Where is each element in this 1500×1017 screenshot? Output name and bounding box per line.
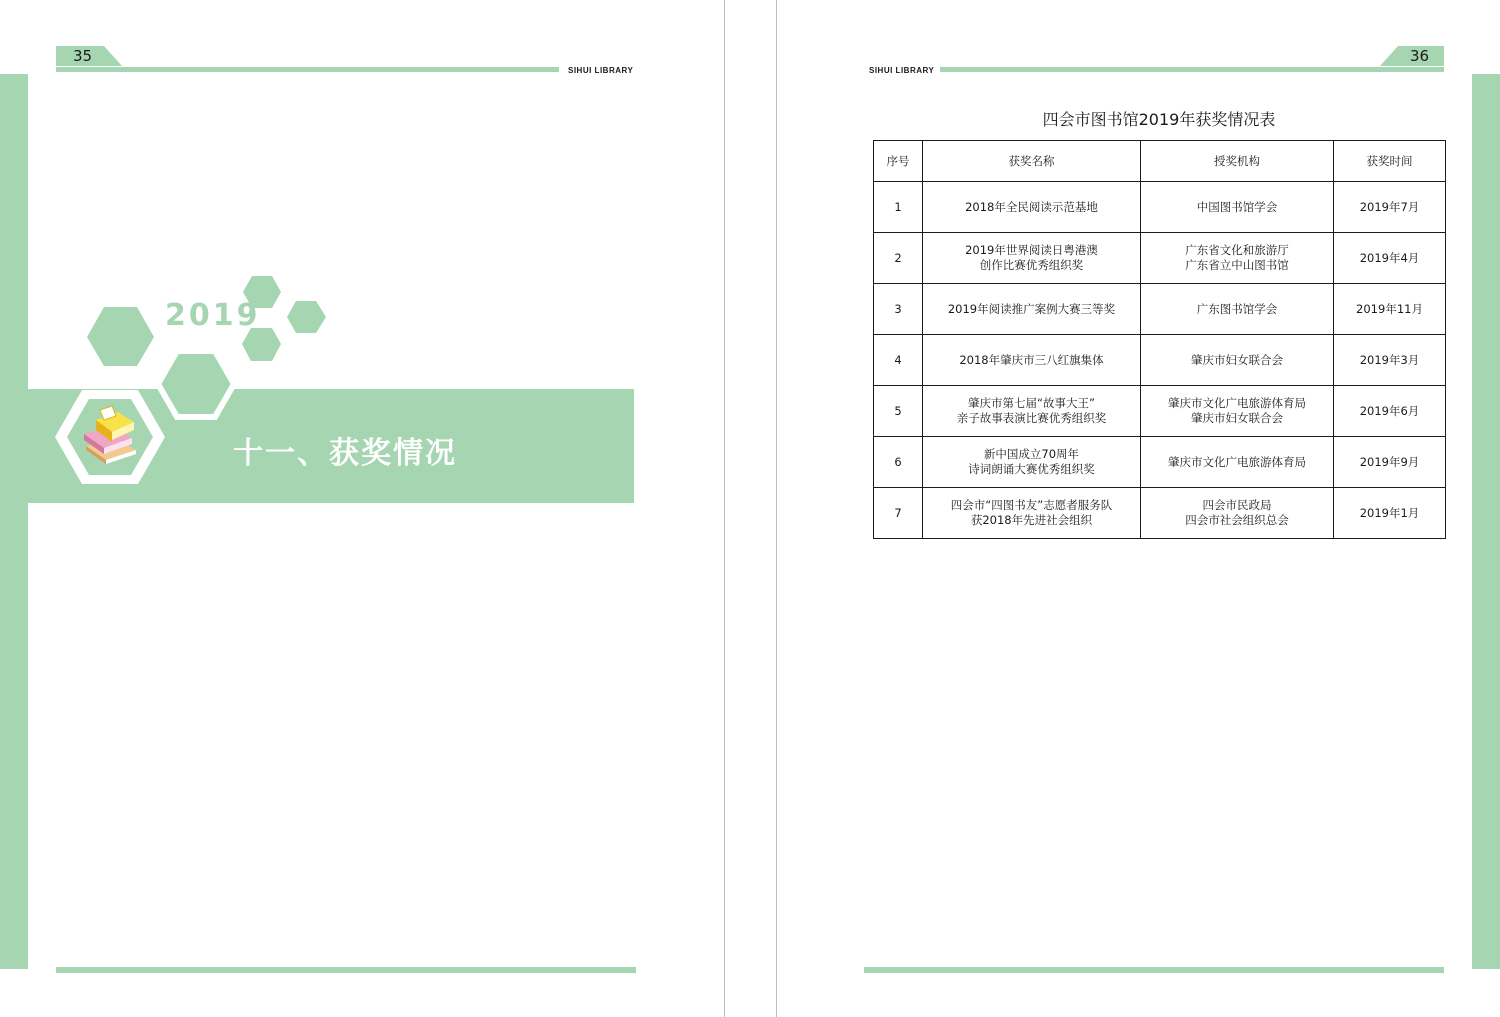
awards-table — [873, 140, 1446, 539]
right-page-number: 36 — [1410, 47, 1430, 65]
column-header-org: 授奖机构 — [1141, 141, 1334, 182]
table-row — [874, 386, 1446, 437]
award-name-line: 2019年世界阅读日粤港澳 — [965, 243, 1098, 257]
award-date: 2019年6月 — [1334, 386, 1446, 437]
award-name — [923, 488, 1141, 539]
award-name-line: 四会市“四图书友”志愿者服务队 — [950, 498, 1113, 512]
award-org-line: 四会市社会组织总会 — [1185, 513, 1289, 527]
left-library-label: SIHUI LIBRARY — [568, 66, 634, 75]
column-header-no: 序号 — [874, 141, 923, 182]
right-footer-line — [864, 967, 1444, 973]
table-row — [874, 284, 1446, 335]
right-header-line — [940, 67, 1444, 72]
row-number: 2 — [874, 233, 923, 284]
column-header-date: 获奖时间 — [1334, 141, 1446, 182]
award-org-line: 中国图书馆学会 — [1196, 199, 1278, 214]
award-name — [923, 386, 1141, 437]
table-title: 四会市图书馆2019年获奖情况表 — [1042, 110, 1276, 129]
award-org-line: 广东图书馆学会 — [1196, 301, 1278, 316]
award-name — [923, 437, 1141, 488]
award-org-line: 肇庆市文化广电旅游体育局 — [1168, 454, 1306, 469]
award-name-line: 创作比赛优秀组织奖 — [979, 258, 1084, 272]
award-date: 2019年3月 — [1334, 335, 1446, 386]
award-date: 2019年7月 — [1334, 182, 1446, 233]
award-date: 2019年9月 — [1334, 437, 1446, 488]
award-org-line: 肇庆市文化广电旅游体育局 — [1168, 396, 1306, 410]
left-page-number: 35 — [73, 47, 93, 65]
hexagon-shape — [287, 301, 326, 333]
hexagon-shape — [87, 307, 154, 366]
row-number: 7 — [874, 488, 923, 539]
award-name — [923, 335, 1141, 386]
award-name-line: 肇庆市第七届“故事大王” — [968, 396, 1095, 410]
award-name — [923, 182, 1141, 233]
column-header-award: 获奖名称 — [923, 141, 1141, 182]
right-side-bar — [1472, 74, 1500, 969]
award-org-line: 广东省立中山图书馆 — [1185, 258, 1289, 272]
table-header-row — [874, 141, 1446, 182]
table-row — [874, 233, 1446, 284]
row-number: 6 — [874, 437, 923, 488]
award-name — [923, 284, 1141, 335]
hexagon-shape — [158, 351, 234, 417]
award-org — [1141, 335, 1334, 386]
award-name-line: 诗词朗诵大赛优秀组织奖 — [968, 462, 1095, 476]
award-date: 2019年11月 — [1334, 284, 1446, 335]
award-org — [1141, 488, 1334, 539]
award-name-line: 2019年阅读推广案例大赛三等奖 — [947, 301, 1116, 316]
award-name-line: 2018年全民阅读示范基地 — [965, 199, 1098, 214]
row-number: 4 — [874, 335, 923, 386]
award-date: 2019年4月 — [1334, 233, 1446, 284]
section-title: 十一、获奖情况 — [233, 436, 457, 471]
award-name — [923, 233, 1141, 284]
award-name-line: 获2018年先进社会组织 — [970, 513, 1093, 527]
year-label: 2019 — [165, 298, 261, 333]
award-org — [1141, 386, 1334, 437]
row-number: 1 — [874, 182, 923, 233]
right-library-label: SIHUI LIBRARY — [869, 66, 935, 75]
books-icon — [82, 406, 140, 464]
award-name-line: 2018年肇庆市三八红旗集体 — [959, 352, 1104, 367]
award-org — [1141, 182, 1334, 233]
award-org-line: 四会市民政局 — [1202, 498, 1272, 512]
table-row — [874, 182, 1446, 233]
table-row — [874, 437, 1446, 488]
left-footer-line — [56, 967, 636, 973]
table-row — [874, 488, 1446, 539]
row-number: 5 — [874, 386, 923, 437]
award-org-line: 肇庆市妇女联合会 — [1191, 411, 1283, 425]
row-number: 3 — [874, 284, 923, 335]
award-org — [1141, 233, 1334, 284]
award-org — [1141, 437, 1334, 488]
award-org-line: 肇庆市妇女联合会 — [1191, 352, 1283, 367]
award-name-line: 亲子故事表演比赛优秀组织奖 — [956, 411, 1107, 425]
award-name-line: 新中国成立70周年 — [983, 447, 1080, 461]
table-row — [874, 335, 1446, 386]
award-org — [1141, 284, 1334, 335]
award-date: 2019年1月 — [1334, 488, 1446, 539]
award-org-line: 广东省文化和旅游厅 — [1185, 243, 1289, 257]
